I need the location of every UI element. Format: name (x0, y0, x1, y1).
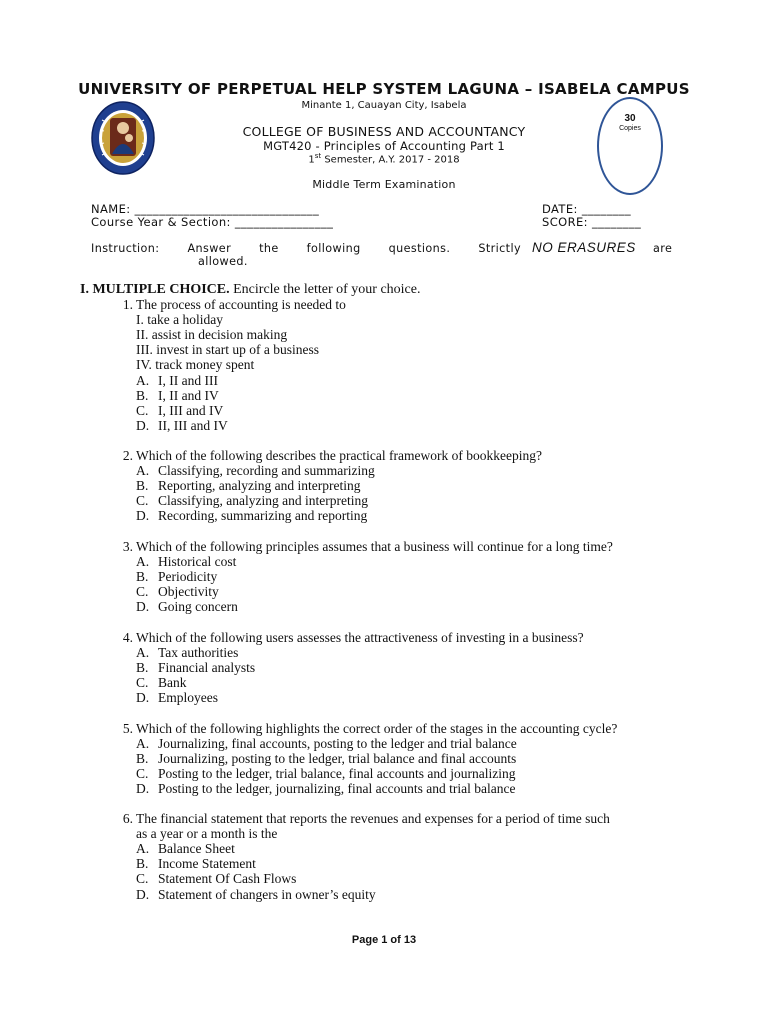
question-statement: IV. track money spent (136, 357, 255, 373)
name-field[interactable]: NAME: ______________________________ (91, 202, 320, 216)
section-label: I. MULTIPLE CHOICE. (80, 282, 230, 297)
option-letter: D. (136, 886, 150, 902)
section-heading (80, 282, 420, 298)
option-letter: A. (136, 841, 150, 857)
option-letter: B. (136, 387, 149, 403)
semester-number: 1 (308, 154, 315, 166)
section-instruction: Encircle the letter of your choice. (229, 282, 421, 297)
question-number: 2. (122, 448, 133, 463)
semester-text: Semester, A.Y. 2017 - 2018 (321, 154, 460, 166)
option-text: Statement of changers in owner’s equity (158, 886, 376, 902)
option-text: Going concern (158, 599, 238, 615)
copies-label: Copies (619, 125, 641, 132)
question-text: Which of the following principles assumes that a business will continue for a long time? (136, 539, 613, 554)
question-text: The process of accounting is needed to (136, 297, 346, 312)
option-text: Tax authorities (158, 645, 239, 661)
question-number: 1. (122, 297, 133, 312)
option-letter: A. (136, 372, 150, 388)
option-text: I, III and IV (158, 402, 224, 418)
campus-address: Minante 1, Cauayan City, Isabela (301, 100, 467, 111)
no-erasures-emphasis: NO ERASURES (532, 240, 636, 255)
option-text: Reporting, analyzing and interpreting (158, 478, 361, 494)
option-letter: A. (136, 736, 150, 752)
option-letter: C. (136, 766, 149, 782)
option-text: Journalizing, posting to the ledger, trial balance and final accounts (158, 751, 517, 767)
university-title: UNIVERSITY OF PERPETUAL HELP SYSTEM LAGUNA – ISABELA CAMPUS (78, 80, 690, 98)
option-letter: D. (136, 599, 150, 615)
option-letter: A. (136, 554, 150, 570)
question-text: Which of the following highlights the correct order of the stages in the accounting cycle? (136, 721, 618, 736)
option-text: Posting to the ledger, journalizing, final accounts and trial balance (158, 781, 516, 797)
option-text: II, III and IV (158, 417, 228, 433)
option-text: Periodicity (158, 569, 218, 585)
option-letter: D. (136, 781, 150, 797)
option-letter: C. (136, 675, 149, 691)
option-letter: D. (136, 417, 150, 433)
option-letter: C. (136, 871, 149, 887)
option-letter: D. (136, 508, 150, 524)
question-text: as a year or a month is the (136, 826, 278, 842)
option-text: Classifying, analyzing and interpreting (158, 493, 368, 509)
option-text: Classifying, recording and summarizing (158, 463, 375, 479)
option-text: Historical cost (158, 554, 237, 570)
option-letter: B. (136, 856, 149, 872)
instruction-text: Instruction: Answer the following questions. Strictly (91, 242, 521, 255)
option-text: Balance Sheet (158, 841, 235, 857)
copies-number: 30 (624, 113, 636, 124)
page-number (0, 934, 768, 946)
semester-suffix: st (314, 152, 322, 160)
question-statement: II. assist in decision making (136, 327, 288, 343)
option-letter: C. (136, 493, 149, 509)
course-section-field[interactable]: Course Year & Section: ________________ (91, 215, 334, 229)
option-letter: C. (136, 402, 149, 418)
option-letter: B. (136, 478, 149, 494)
option-text: Posting to the ledger, trial balance, final accounts and journalizing (158, 766, 516, 782)
course-title: MGT420 - Principles of Accounting Part 1 (263, 139, 505, 153)
question-statement: III. invest in start up of a business (136, 342, 319, 358)
question-text: Which of the following users assesses the attractiveness of investing in a business? (136, 630, 584, 645)
college-name: COLLEGE OF BUSINESS AND ACCOUNTANCY (242, 124, 526, 139)
option-text: Objectivity (158, 584, 219, 600)
option-letter: C. (136, 584, 149, 600)
option-text: I, II and III (158, 372, 218, 388)
instruction-line-2: allowed. (198, 255, 248, 268)
instruction-are: are (653, 242, 673, 255)
option-letter: A. (136, 645, 150, 661)
option-text: Financial analysts (158, 660, 256, 676)
option-text: Income Statement (158, 856, 256, 872)
option-text: Journalizing, final accounts, posting to the ledger and trial balance (158, 736, 517, 752)
option-letter: B. (136, 569, 149, 585)
option-text: Bank (158, 675, 187, 691)
option-text: Statement Of Cash Flows (158, 871, 297, 887)
question-text: Which of the following describes the practical framework of bookkeeping? (136, 448, 542, 463)
question-number: 3. (122, 539, 133, 554)
copies-badge (597, 97, 663, 195)
exam-title: Middle Term Examination (312, 178, 456, 191)
score-field[interactable]: SCORE: ________ (542, 215, 642, 229)
option-text: I, II and IV (158, 387, 219, 403)
option-text: Recording, summarizing and reporting (158, 508, 368, 524)
date-field[interactable]: DATE: ________ (542, 202, 632, 216)
question-number: 5. (122, 721, 133, 736)
option-letter: B. (136, 751, 149, 767)
question-statement: I. take a holiday (136, 312, 223, 328)
option-letter: B. (136, 660, 149, 676)
question-text: The financial statement that reports the revenues and expenses for a period of time such (136, 811, 610, 826)
option-letter: A. (136, 463, 150, 479)
option-text: Employees (158, 690, 218, 706)
question-number: 4. (122, 630, 133, 645)
page-number-text: Page 1 of 13 (351, 934, 417, 946)
question-number: 6. (122, 811, 133, 826)
option-letter: D. (136, 690, 150, 706)
